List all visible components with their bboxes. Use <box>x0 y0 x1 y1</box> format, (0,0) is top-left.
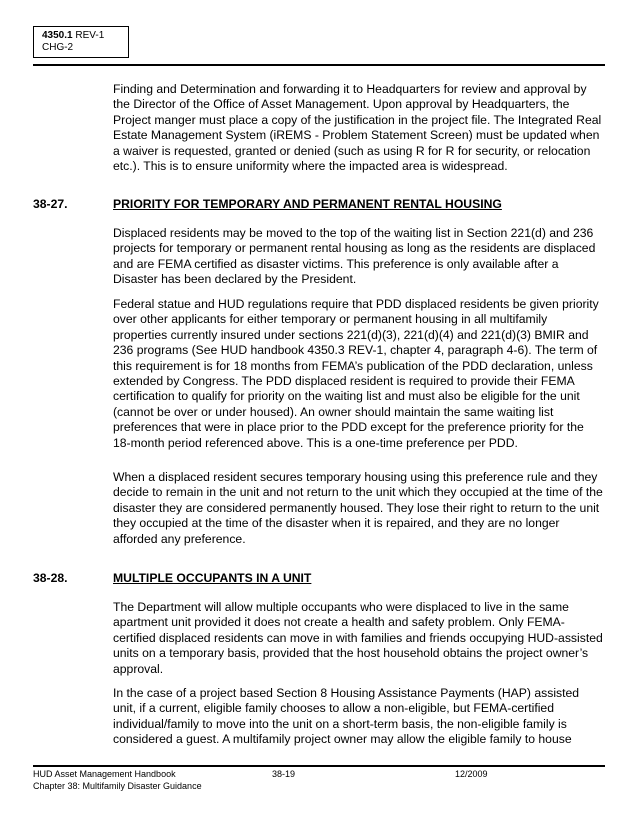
paragraph-hap-assisted: In the case of a project based Section 8 Housing Assistance Payments (HAP) assisted unit, if a current, eligible family chooses to allow a non-eligible, but FEMA-certified individual/family to move into the unit on a short-term basis, the non-eligible family is considered a guest. A multifamily project owner may allow the eligible family to house <box>113 686 580 747</box>
footer-handbook: HUD Asset Management Handbook <box>33 769 176 779</box>
document-number: 4350.1 REV-1 <box>42 30 105 41</box>
section-title-38-28: MULTIPLE OCCUPANTS IN A UNIT <box>113 571 312 585</box>
paragraph-displaced-residents: Displaced residents may be moved to the top of the waiting list in Section 221(d) and 236 projects for temporary or permanent rental housing as long as the residents are displaced and are FEMA certified as disaster victims. This preference is only available after a Disaster has been declared by the President. <box>113 226 596 287</box>
paragraph-federal-statue: Federal statue and HUD regulations require that PDD displaced residents be given priority over other applicants for either temporary or permanent housing in all multifamily properties currently insured under sections 221(d)(3), 221(d)(4) and 221(d)(3) BMIR and 236 programs (See HUD handbook 4350.3 REV-1, chapter 4, paragraph 4-6). The term of this requirement is for 18 months from FEMA’s publication of the PDD declaration, unless extended by Congress. The PDD displaced resident is required to provide their FEMA certification to qualify for priority on the waiting list and must also be eligible for the unit (cannot be over or under housed). An owner should maintain the same waiting list preferences that were in place prior to the PDD except for the preference priority for the 18-month period referenced above. This is a one-time preference per PDD. <box>113 297 599 450</box>
paragraph-multiple-occupants: The Department will allow multiple occupants who were displaced to live in the same apartment unit provided it does not create a health and safety problem. Only FEMA-certified displaced residents can move in with families and friends occupying HUD-assisted units on a temporary basis, provided that the host household obtains the project owner’s approval. <box>113 600 603 676</box>
section-title-38-27: PRIORITY FOR TEMPORARY AND PERMANENT RENTAL HOUSING <box>113 197 502 211</box>
document-change: CHG-2 <box>42 42 74 53</box>
footer-chapter: Chapter 38: Multifamily Disaster Guidance <box>33 781 202 791</box>
section-number-38-28: 38-28. <box>33 571 68 585</box>
footer-page-number: 38-19 <box>272 769 296 779</box>
paragraph-waiver-continuation: Finding and Determination and forwarding it to Headquarters for review and approval by the Director of the Office of Asset Management. Upon approval by Headquarters, the Project manger must place a copy of the justification in the project file. The Integrated Real Estate Management System (iREMS - Problem Statement Screen) must be updated when a waiver is requested, granted or denied (such as using R for R for security, or relocation etc.). This is to ensure uniformity where the impacted area is widespread. <box>113 82 602 174</box>
header-rule <box>33 64 605 66</box>
document-id-box <box>33 26 129 58</box>
section-number-38-27: 38-27. <box>33 197 68 211</box>
footer-rule <box>33 765 605 767</box>
paragraph-temporary-housing: When a displaced resident secures temporary housing using this preference rule and they decide to remain in the unit and not return to the unit which they occupied at the time of the disaster they are considered permanently housed. They lose their right to return to the unit they occupied at the time of the disaster when it is repaired, and they are no longer afforded any preference. <box>113 470 603 546</box>
footer-date: 12/2009 <box>455 769 488 779</box>
